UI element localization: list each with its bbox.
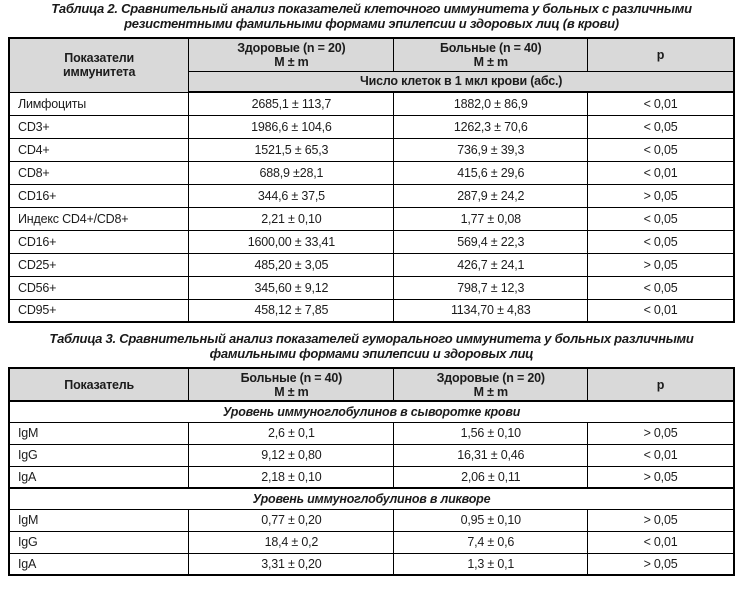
sick-value-cell: 569,4 ± 22,3 [394, 230, 588, 253]
cellular-table-header [9, 38, 734, 92]
table2-title-line2: резистентными фамильными формами эпилепсии и здоровых лиц (в крови) [124, 15, 619, 31]
section-row-liquor [9, 488, 734, 509]
sick-value-cell: 2,6 ± 0,1 [189, 422, 394, 444]
sick-value-cell: 287,9 ± 24,2 [394, 184, 588, 207]
table3-title [0, 332, 743, 361]
p-value-cell: < 0,05 [588, 138, 734, 161]
indicator-cell: CD4+ [9, 138, 189, 161]
table2-title [0, 0, 743, 31]
healthy-value-cell: 485,20 ± 3,05 [189, 253, 394, 276]
indicator-cell: IgA [9, 553, 189, 575]
header-p: p [588, 38, 734, 71]
p-value-cell: > 0,05 [588, 553, 734, 575]
p-value-cell: < 0,01 [588, 161, 734, 184]
header-sick [189, 368, 394, 401]
healthy-value-cell: 2685,1 ± 113,7 [189, 92, 394, 115]
table-row [9, 276, 734, 299]
p-value-cell: < 0,05 [588, 207, 734, 230]
indicator-cell: CD3+ [9, 115, 189, 138]
section-row-serum [9, 401, 734, 422]
table-row [9, 422, 734, 444]
humoral-immunity-table [8, 367, 735, 576]
table-row [9, 253, 734, 276]
header-indicators-line1: Показатели [64, 51, 134, 66]
p-value-cell: < 0,01 [588, 444, 734, 466]
header-sick-mm: М ± m [473, 54, 508, 69]
indicator-cell: CD16+ [9, 184, 189, 207]
healthy-value-cell: 1600,00 ± 33,41 [189, 230, 394, 253]
header-p: p [588, 368, 734, 401]
sick-value-cell: 3,31 ± 0,20 [189, 553, 394, 575]
p-value-cell: > 0,05 [588, 184, 734, 207]
p-value-cell: > 0,05 [588, 466, 734, 488]
table3-title-line2: фамильными формами эпилепсии и здоровых лиц [209, 345, 534, 361]
header-healthy [394, 368, 588, 401]
healthy-value-cell: 1986,6 ± 104,6 [189, 115, 394, 138]
indicator-cell: Индекс CD4+/CD8+ [9, 207, 189, 230]
healthy-value-cell: 1521,5 ± 65,3 [189, 138, 394, 161]
table-row [9, 444, 734, 466]
sick-value-cell: 415,6 ± 29,6 [394, 161, 588, 184]
p-value-cell: > 0,05 [588, 253, 734, 276]
sick-value-cell: 0,77 ± 0,20 [189, 509, 394, 531]
healthy-value-cell: 345,60 ± 9,12 [189, 276, 394, 299]
header-row [9, 368, 734, 401]
table2-title-line1: Таблица 2. Сравнительный анализ показателей клеточного иммунитета у больных с различными [51, 1, 692, 16]
header-sick [394, 38, 588, 71]
header-healthy [189, 38, 394, 71]
p-value-cell: > 0,05 [588, 422, 734, 444]
section-serum-label: Уровень иммуноглобулинов в сыворотке крови [9, 401, 734, 422]
healthy-value-cell: 7,4 ± 0,6 [394, 531, 588, 553]
table-row [9, 553, 734, 575]
humoral-table-header [9, 368, 734, 401]
healthy-value-cell: 0,95 ± 0,10 [394, 509, 588, 531]
indicator-cell: CD56+ [9, 276, 189, 299]
table-row [9, 115, 734, 138]
table-row [9, 230, 734, 253]
humoral-table-body [9, 401, 734, 575]
header-sick-group: Больные (n = 40) [440, 40, 542, 55]
indicator-cell: CD25+ [9, 253, 189, 276]
sick-value-cell: 1262,3 ± 70,6 [394, 115, 588, 138]
sick-value-cell: 1,77 ± 0,08 [394, 207, 588, 230]
header-indicators-line2: иммунитета [63, 65, 136, 80]
p-value-cell: < 0,01 [588, 92, 734, 115]
indicator-cell: CD95+ [9, 299, 189, 322]
table-row [9, 92, 734, 115]
indicator-cell: Лимфоциты [9, 92, 189, 115]
healthy-value-cell: 1,3 ± 0,1 [394, 553, 588, 575]
healthy-value-cell: 1,56 ± 0,10 [394, 422, 588, 444]
healthy-value-cell: 16,31 ± 0,46 [394, 444, 588, 466]
header-sick-group: Больные (n = 40) [240, 370, 343, 385]
sick-value-cell: 1134,70 ± 4,83 [394, 299, 588, 322]
table-row [9, 138, 734, 161]
table-row [9, 531, 734, 553]
sick-value-cell: 426,7 ± 24,1 [394, 253, 588, 276]
header-cells-count-subtitle: Число клеток в 1 мкл крови (абс.) [189, 71, 734, 92]
indicator-cell: IgM [9, 509, 189, 531]
header-indicators [9, 38, 189, 92]
header-row-top [9, 38, 734, 71]
indicator-cell: IgA [9, 466, 189, 488]
cellular-immunity-table [8, 37, 735, 323]
p-value-cell: > 0,05 [588, 509, 734, 531]
indicator-cell: IgG [9, 444, 189, 466]
sick-value-cell: 2,18 ± 0,10 [189, 466, 394, 488]
p-value-cell: < 0,05 [588, 230, 734, 253]
p-value-cell: < 0,05 [588, 115, 734, 138]
header-healthy-mm: М ± m [274, 54, 309, 69]
table-row [9, 161, 734, 184]
table3-title-line1: Таблица 3. Сравнительный анализ показателей гуморального иммунитета у больных различными [49, 331, 694, 346]
healthy-value-cell: 344,6 ± 37,5 [189, 184, 394, 207]
header-sick-mm: М ± m [274, 384, 309, 399]
indicator-cell: IgM [9, 422, 189, 444]
header-healthy-group: Здоровые (n = 20) [237, 40, 346, 55]
table-row [9, 299, 734, 322]
p-value-cell: < 0,01 [588, 531, 734, 553]
header-indicator: Показатель [9, 368, 189, 401]
table-row [9, 207, 734, 230]
sick-value-cell: 9,12 ± 0,80 [189, 444, 394, 466]
healthy-value-cell: 2,06 ± 0,11 [394, 466, 588, 488]
indicator-cell: IgG [9, 531, 189, 553]
indicator-cell: CD16+ [9, 230, 189, 253]
sick-value-cell: 736,9 ± 39,3 [394, 138, 588, 161]
sick-value-cell: 1882,0 ± 86,9 [394, 92, 588, 115]
section-liquor-label: Уровень иммуноглобулинов в ликворе [9, 488, 734, 509]
header-healthy-mm: М ± m [473, 384, 508, 399]
healthy-value-cell: 2,21 ± 0,10 [189, 207, 394, 230]
table-row [9, 184, 734, 207]
sick-value-cell: 18,4 ± 0,2 [189, 531, 394, 553]
healthy-value-cell: 458,12 ± 7,85 [189, 299, 394, 322]
cellular-table-body [9, 92, 734, 322]
healthy-value-cell: 688,9 ±28,1 [189, 161, 394, 184]
indicator-cell: CD8+ [9, 161, 189, 184]
header-healthy-group: Здоровые (n = 20) [436, 370, 545, 385]
table-row [9, 509, 734, 531]
table-row [9, 466, 734, 488]
p-value-cell: < 0,01 [588, 299, 734, 322]
sick-value-cell: 798,7 ± 12,3 [394, 276, 588, 299]
p-value-cell: < 0,05 [588, 276, 734, 299]
